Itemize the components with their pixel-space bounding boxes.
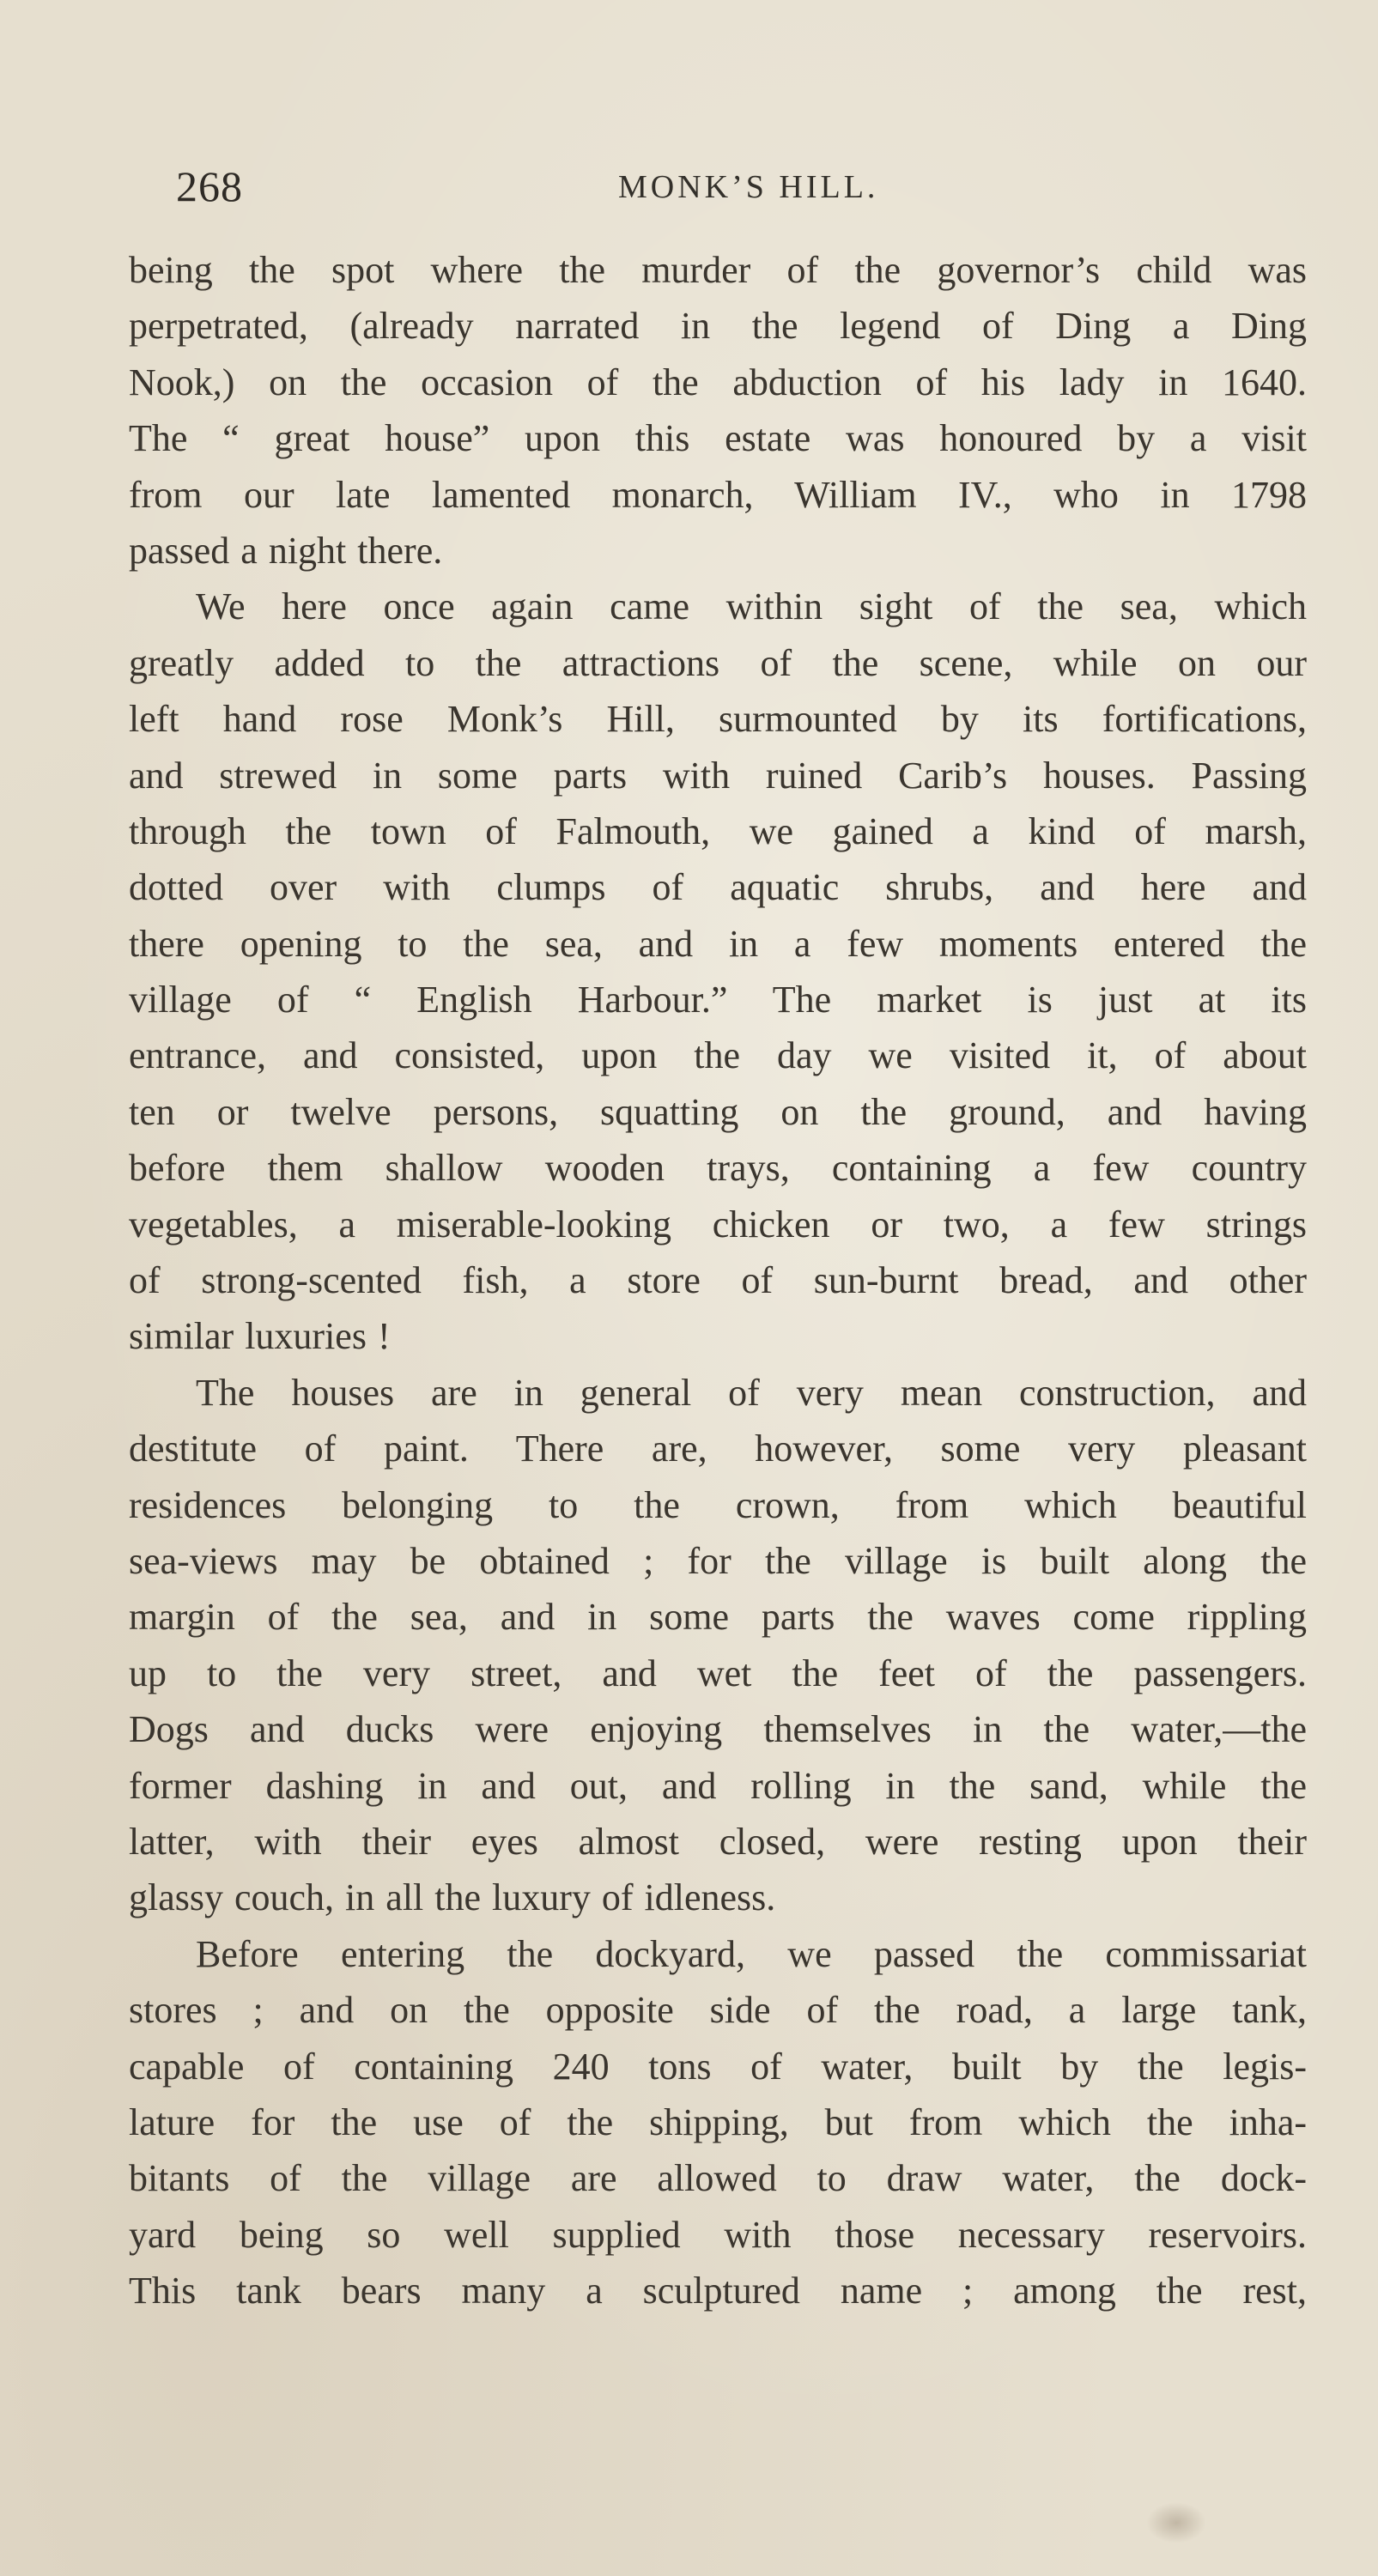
paper-stain — [1146, 2502, 1206, 2543]
text-line: residences belonging to the crown, from which beautiful — [129, 1483, 1307, 1526]
text-line: This tank bears many a sculptured name ; among the rest, — [129, 2270, 1307, 2312]
text-line: and strewed in some parts with ruined Carib’s houses. Passing — [129, 754, 1307, 797]
text-line: Nook,) on the occasion of the abduction of his lady in 1640. — [129, 361, 1307, 403]
text-line: bitants of the village are allowed to draw water, the dock- — [129, 2157, 1307, 2200]
text-line: The houses are in general of very mean construction, and — [196, 1371, 1307, 1414]
text-line: from our late lamented monarch, William IV., who in 1798 — [129, 473, 1307, 516]
page-number: 268 — [176, 162, 243, 210]
page-header — [176, 156, 1309, 216]
text-line: being the spot where the murder of the governor’s child was — [129, 249, 1307, 291]
text-line: ten or twelve persons, squatting on the ground, and having — [129, 1090, 1307, 1133]
text-line: similar luxuries ! — [129, 1315, 391, 1358]
text-line: margin of the sea, and in some parts the waves come rippling — [129, 1596, 1307, 1639]
text-line: lature for the use of the shipping, but from which the inha- — [129, 2100, 1307, 2143]
text-line: entrance, and consisted, upon the day we visited it, of about — [129, 1034, 1307, 1077]
text-line: there opening to the sea, and in a few moments entered the — [129, 922, 1307, 965]
text-line: former dashing in and out, and rolling in the sand, while the — [129, 1764, 1307, 1807]
text-line: before them shallow wooden trays, containing a few country — [129, 1147, 1307, 1190]
text-line: greatly added to the attractions of the scene, while on our — [129, 641, 1307, 684]
text-line: Dogs and ducks were enjoying themselves in the water,—the — [129, 1708, 1307, 1751]
text-line: We here once again came within sight of the sea, which — [196, 585, 1307, 628]
text-line: vegetables, a miserable-looking chicken or two, a few strings — [129, 1203, 1307, 1246]
text-line: through the town of Falmouth, we gained a kind of marsh, — [129, 809, 1307, 852]
text-line: of strong-scented fish, a store of sun-burnt bread, and other — [129, 1259, 1307, 1302]
text-line: passed a night there. — [129, 529, 443, 572]
text-line: stores ; and on the opposite side of the road, a large tank, — [129, 1989, 1307, 2032]
running-head: MONK’S HILL. — [618, 169, 879, 205]
text-line: sea-views may be obtained ; for the village is built along the — [129, 1539, 1307, 1582]
text-line: capable of containing 240 tons of water, built by the legis- — [129, 2045, 1307, 2088]
text-line: latter, with their eyes almost closed, were resting upon their — [129, 1820, 1307, 1863]
text-line: village of “ English Harbour.” The market is just at its — [129, 979, 1307, 1021]
body-text — [129, 242, 1307, 2318]
text-line: up to the very street, and wet the feet of the passengers. — [129, 1652, 1307, 1694]
text-line: perpetrated, (already narrated in the legend of Ding a Ding — [129, 305, 1307, 348]
text-line: The “ great house” upon this estate was honoured by a visit — [129, 417, 1307, 460]
text-line: dotted over with clumps of aquatic shrubs, and here and — [129, 866, 1307, 909]
text-line: glassy couch, in all the luxury of idleness. — [129, 1876, 776, 1919]
text-line: Before entering the dockyard, we passed the commissariat — [196, 1932, 1307, 1975]
text-line: yard being so well supplied with those necessary reservoirs. — [129, 2213, 1307, 2256]
text-line: left hand rose Monk’s Hill, surmounted by its fortifications, — [129, 698, 1307, 741]
text-line: destitute of paint. There are, however, some very pleasant — [129, 1427, 1307, 1470]
